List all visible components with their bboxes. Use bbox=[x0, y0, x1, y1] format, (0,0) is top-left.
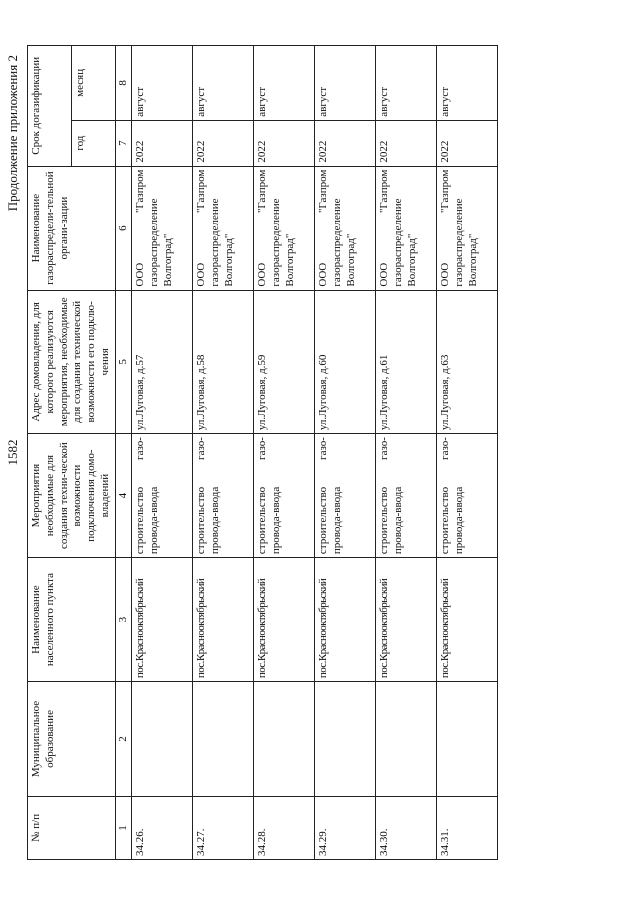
row-month: август bbox=[132, 46, 193, 121]
row-measure: строительство газо-провода-ввода bbox=[437, 434, 498, 558]
header-deadline: Срок догазификации bbox=[28, 46, 72, 167]
row-address: ул.Луговая, д.63 bbox=[437, 290, 498, 434]
row-measure: строительство газо-провода-ввода bbox=[376, 434, 437, 558]
row-organization: ООО "Газпром газораспределение Волгоград" bbox=[437, 166, 498, 290]
table-row bbox=[376, 46, 437, 860]
row-settlement: пос.Краснооктябрьский bbox=[132, 558, 193, 682]
row-month: август bbox=[193, 46, 254, 121]
column-number: 6 bbox=[115, 166, 132, 290]
row-number: 34.26. bbox=[132, 796, 193, 859]
row-organization: ООО "Газпром газораспределение Волгоград" bbox=[132, 166, 193, 290]
row-year: 2022 bbox=[193, 120, 254, 166]
row-year: 2022 bbox=[254, 120, 315, 166]
row-month: август bbox=[254, 46, 315, 121]
column-number: 5 bbox=[115, 290, 132, 434]
row-number: 34.27. bbox=[193, 796, 254, 859]
row-municipality bbox=[376, 682, 437, 797]
gasification-table bbox=[27, 45, 498, 860]
column-number: 7 bbox=[115, 120, 132, 166]
row-number: 34.29. bbox=[315, 796, 376, 859]
page-number: 1582 bbox=[5, 439, 20, 466]
row-municipality bbox=[315, 682, 376, 797]
column-number-row bbox=[115, 46, 132, 860]
header-number: № п/п bbox=[28, 796, 116, 859]
table-row bbox=[437, 46, 498, 860]
row-number: 34.28. bbox=[254, 796, 315, 859]
column-number: 1 bbox=[115, 796, 132, 859]
table-row bbox=[315, 46, 376, 860]
row-settlement: пос.Краснооктябрьский bbox=[193, 558, 254, 682]
header-row bbox=[28, 46, 72, 860]
row-address: ул.Луговая, д.58 bbox=[193, 290, 254, 434]
row-settlement: пос.Краснооктябрьский bbox=[254, 558, 315, 682]
row-municipality bbox=[437, 682, 498, 797]
column-number: 2 bbox=[115, 682, 132, 797]
row-measure: строительство газо-провода-ввода bbox=[193, 434, 254, 558]
row-year: 2022 bbox=[132, 120, 193, 166]
row-address: ул.Луговая, д.60 bbox=[315, 290, 376, 434]
header-municipality: Муниципальное образование bbox=[28, 682, 116, 797]
row-address: ул.Луговая, д.57 bbox=[132, 290, 193, 434]
header-organization: Наименование газораспредели-тельной органи-зации bbox=[28, 166, 116, 290]
row-number: 34.30. bbox=[376, 796, 437, 859]
row-measure: строительство газо-провода-ввода bbox=[315, 434, 376, 558]
row-measure: строительство газо-провода-ввода bbox=[254, 434, 315, 558]
table-row bbox=[193, 46, 254, 860]
row-municipality bbox=[132, 682, 193, 797]
row-settlement: пос.Краснооктябрьский bbox=[437, 558, 498, 682]
row-municipality bbox=[193, 682, 254, 797]
header-address: Адрес домовладения, для которого реализуются мероприятия, необходимые для создания технической возможности его подклю-чения bbox=[28, 290, 116, 434]
row-organization: ООО "Газпром газораспределение Волгоград" bbox=[376, 166, 437, 290]
row-address: ул.Луговая, д.59 bbox=[254, 290, 315, 434]
row-organization: ООО "Газпром газораспределение Волгоград" bbox=[315, 166, 376, 290]
row-number: 34.31. bbox=[437, 796, 498, 859]
header-measures: Мероприятия необходимые для создания техни-ческой возможности подключения домо-владений bbox=[28, 434, 116, 558]
row-settlement: пос.Краснооктябрьский bbox=[315, 558, 376, 682]
row-year: 2022 bbox=[315, 120, 376, 166]
continuation-label: Продолжение приложения 2 bbox=[5, 55, 20, 212]
column-number: 3 bbox=[115, 558, 132, 682]
row-year: 2022 bbox=[376, 120, 437, 166]
row-month: август bbox=[437, 46, 498, 121]
row-month: август bbox=[376, 46, 437, 121]
header-settlement: Наименование населенного пункта bbox=[28, 558, 116, 682]
row-measure: строительство газо-провода-ввода bbox=[132, 434, 193, 558]
row-address: ул.Луговая, д.61 bbox=[376, 290, 437, 434]
row-organization: ООО "Газпром газораспределение Волгоград" bbox=[254, 166, 315, 290]
column-number: 4 bbox=[115, 434, 132, 558]
row-year: 2022 bbox=[437, 120, 498, 166]
row-month: август bbox=[315, 46, 376, 121]
table-row bbox=[254, 46, 315, 860]
row-settlement: пос.Краснооктябрьский bbox=[376, 558, 437, 682]
table-row bbox=[132, 46, 193, 860]
column-number: 8 bbox=[115, 46, 132, 121]
row-municipality bbox=[254, 682, 315, 797]
header-month: месяц bbox=[71, 46, 115, 121]
row-organization: ООО "Газпром газораспределение Волгоград" bbox=[193, 166, 254, 290]
header-year: год bbox=[71, 120, 115, 166]
